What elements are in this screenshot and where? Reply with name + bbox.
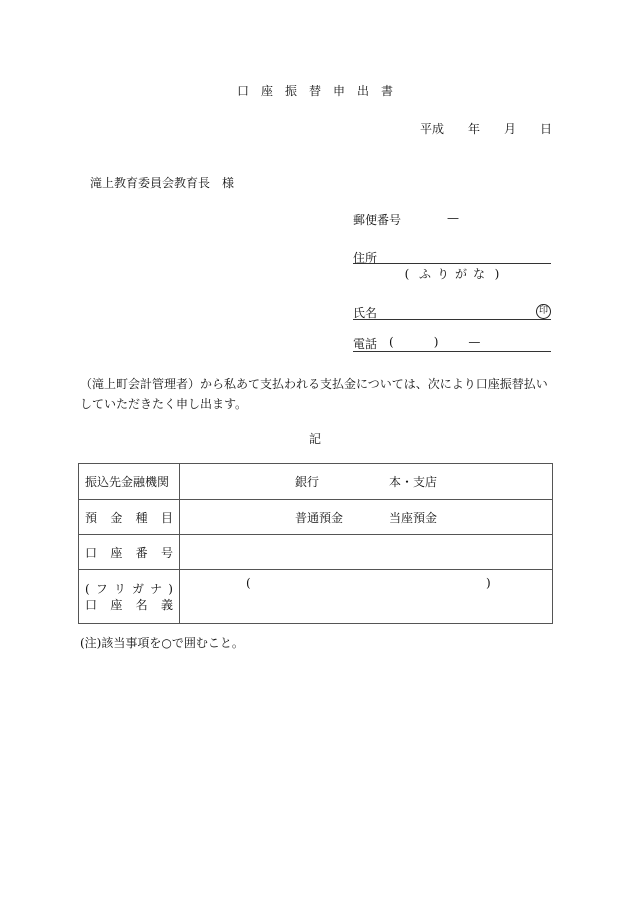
postal-code-dash: —	[447, 211, 459, 225]
phone-open-paren: (	[389, 335, 394, 349]
name-field[interactable]	[353, 304, 551, 320]
addressee-honorific: 様	[222, 176, 235, 190]
holder-close-paren: )	[486, 576, 491, 590]
date-line	[420, 120, 552, 137]
form-note: (注)該当事項を○で囲むこと。	[80, 636, 244, 650]
account-holder-label: ( フ リ ガ ナ ) 口 座 名 義	[79, 570, 180, 624]
address-label: 住所	[353, 251, 378, 265]
request-statement: （滝上町会計管理者）から私あて支払われる支払金については、次により口座振替払いしていただきたく申し出ます。	[80, 377, 548, 411]
address-field[interactable]	[353, 249, 551, 264]
account-table	[78, 463, 553, 624]
postal-code-field[interactable]	[353, 211, 551, 227]
phone-close-paren: )	[433, 335, 439, 349]
account-type-value[interactable]	[180, 500, 553, 535]
branch-suffix: 本・支店	[388, 475, 437, 489]
current-deposit-option[interactable]: 当座預金	[388, 510, 437, 525]
table-row	[79, 500, 553, 535]
ordinary-deposit-option[interactable]: 普通預金	[294, 510, 343, 525]
name-label: 氏名	[353, 306, 378, 320]
table-row	[79, 570, 553, 624]
date-era: 平成	[420, 122, 445, 136]
date-year: 年	[467, 122, 480, 136]
addressee	[90, 174, 234, 191]
postal-code-label: 郵便番号	[353, 213, 402, 227]
form-title: 口 座 振 替 申 出 書	[236, 84, 393, 98]
date-month: 月	[503, 122, 516, 136]
account-type-label: 預 金 種 目	[79, 500, 180, 535]
account-number-value[interactable]	[180, 535, 553, 570]
financial-institution-value[interactable]	[180, 464, 553, 500]
date-day: 日	[539, 122, 552, 136]
financial-institution-label: 振込先金融機関	[79, 464, 180, 500]
phone-dash: —	[468, 335, 481, 349]
addressee-name: 滝上教育委員会教育長	[90, 176, 211, 190]
account-holder-value[interactable]	[180, 570, 553, 624]
seal-icon: 印	[536, 304, 551, 319]
ki-heading: 記	[308, 432, 321, 446]
phone-field[interactable]	[353, 335, 551, 352]
holder-open-paren: (	[246, 576, 251, 590]
table-row	[79, 464, 553, 500]
table-row	[79, 535, 553, 570]
phone-label: 電話	[353, 337, 378, 351]
account-number-label: 口 座 番 号	[79, 535, 180, 570]
furigana-guide: ( ふ り が な )	[404, 267, 500, 281]
bank-suffix: 銀行	[294, 475, 319, 489]
